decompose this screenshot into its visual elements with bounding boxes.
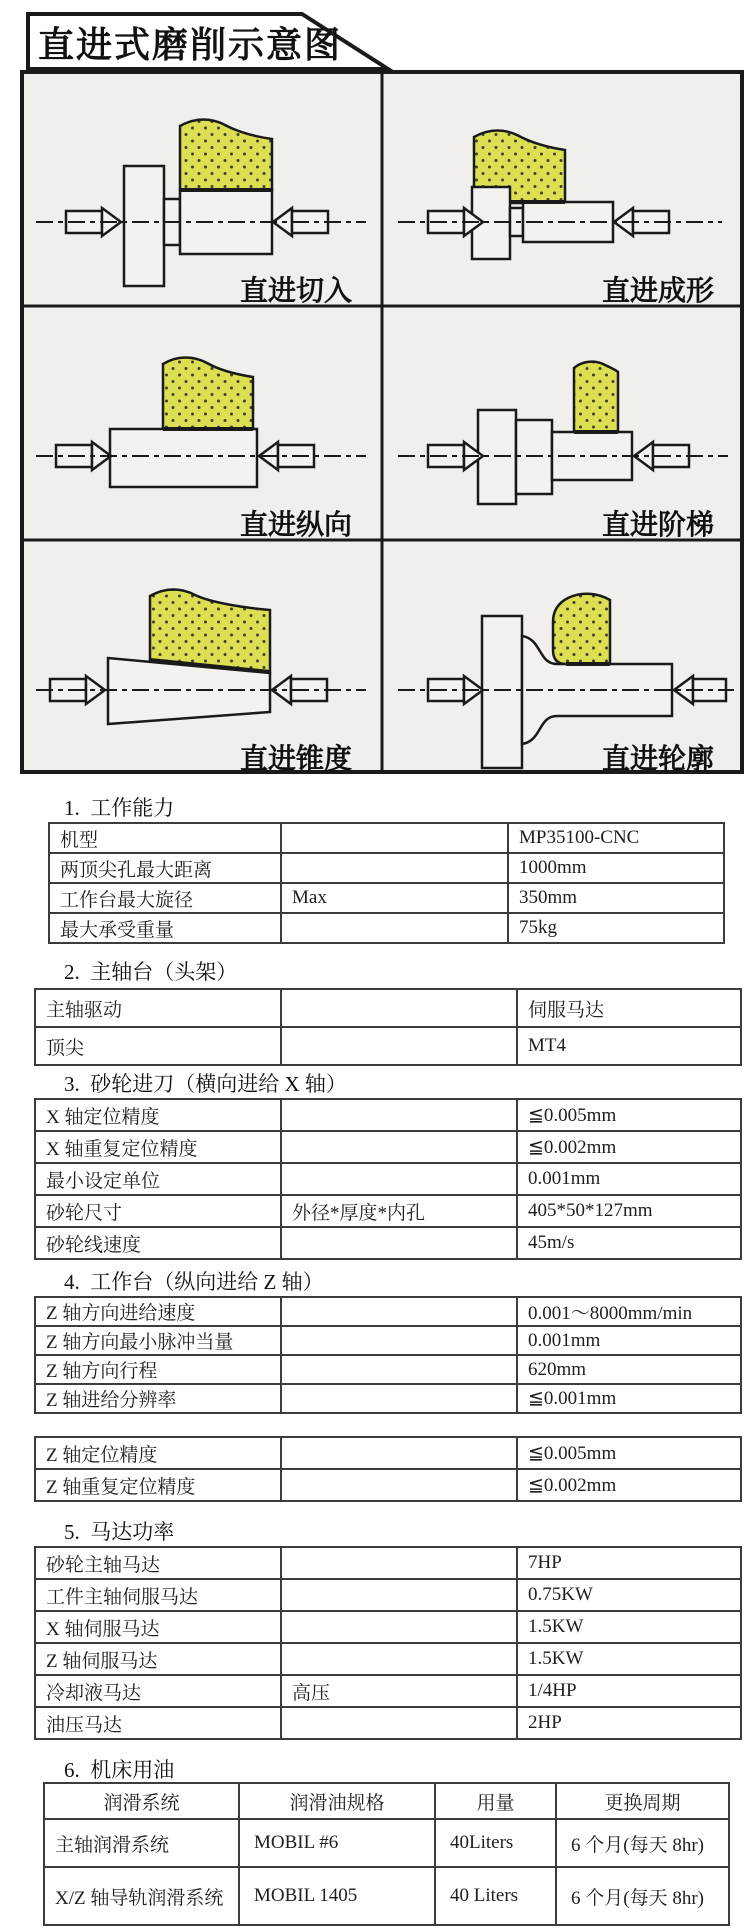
spec-cell: 405*50*127mm (517, 1195, 741, 1227)
spec-cell (281, 1027, 517, 1065)
table-row (44, 1819, 729, 1867)
spec-cell: 0.001mm (517, 1163, 741, 1195)
spec-cell: 45m/s (517, 1227, 741, 1259)
header-row (44, 1783, 729, 1819)
spec-cell: 0.001～8000mm/min (517, 1297, 741, 1326)
panel-label: 直进成形 (601, 275, 714, 306)
spec-cell: 6 个月(每天 8hr) (556, 1867, 729, 1925)
spec-cell: X 轴定位精度 (35, 1099, 281, 1131)
table-row (35, 1131, 741, 1163)
spec-cell: 7HP (517, 1547, 741, 1579)
table-row (49, 823, 724, 853)
table-row (35, 1326, 741, 1355)
spec-cell (281, 1643, 517, 1675)
spec-table-machine-oil (43, 1782, 730, 1926)
table-row (35, 1195, 741, 1227)
spec-cell: 高压 (281, 1675, 517, 1707)
spec-cell: X 轴伺服马达 (35, 1611, 281, 1643)
spec-cell: 工件主轴伺服马达 (35, 1579, 281, 1611)
section-heading-motor: 5. 马达功率 (64, 1520, 175, 1544)
spec-cell (281, 1326, 517, 1355)
table-row (49, 853, 724, 883)
spec-cell: 2HP (517, 1707, 741, 1739)
table-row (35, 1384, 741, 1413)
spec-cell: 砂轮线速度 (35, 1227, 281, 1259)
spec-cell: 40 Liters (435, 1867, 556, 1925)
table-row (49, 913, 724, 943)
spec-cell: Z 轴进给分辨率 (35, 1384, 281, 1413)
spec-cell: 0.75KW (517, 1579, 741, 1611)
spec-table-spindle (34, 988, 742, 1066)
spec-cell: Z 轴定位精度 (35, 1437, 281, 1469)
spec-cell: 主轴润滑系统 (44, 1819, 239, 1867)
spec-cell: 两顶尖孔最大距离 (49, 853, 281, 883)
spec-cell: Z 轴方向行程 (35, 1355, 281, 1384)
spec-cell: ≦0.002mm (517, 1131, 741, 1163)
spec-cell: X 轴重复定位精度 (35, 1131, 281, 1163)
spec-cell (281, 1707, 517, 1739)
spec-cell: Z 轴方向最小脉冲当量 (35, 1326, 281, 1355)
section-heading-oil: 6. 机床用油 (64, 1758, 175, 1782)
panel-label: 直进阶梯 (601, 509, 714, 540)
spec-cell: Z 轴方向进给速度 (35, 1297, 281, 1326)
spec-cell: ≦0.001mm (517, 1384, 741, 1413)
spec-cell: ≦0.005mm (517, 1437, 741, 1469)
spec-cell: 350mm (508, 883, 724, 913)
spec-cell (281, 913, 508, 943)
spec-cell: 1000mm (508, 853, 724, 883)
spec-cell (281, 1437, 517, 1469)
panel-label: 直进轮廓 (601, 743, 714, 774)
spec-cell (281, 1163, 517, 1195)
table-row (35, 1297, 741, 1326)
spec-cell: 工作台最大旋径 (49, 883, 281, 913)
table-row (35, 1547, 741, 1579)
workpiece (180, 190, 272, 254)
spec-cell (281, 1099, 517, 1131)
table-row (35, 1611, 741, 1643)
spec-cell (281, 1611, 517, 1643)
table-row (35, 1437, 741, 1469)
spec-cell: 油压马达 (35, 1707, 281, 1739)
title-banner (20, 10, 420, 74)
spec-cell (281, 1579, 517, 1611)
chuck (124, 166, 164, 286)
table-row (35, 1643, 741, 1675)
spec-cell: 40Liters (435, 1819, 556, 1867)
spec-cell: Max (281, 883, 508, 913)
spec-cell: 75kg (508, 913, 724, 943)
spec-cell: 1.5KW (517, 1611, 741, 1643)
spec-cell: MOBIL 1405 (239, 1867, 435, 1925)
spec-table-z-axis (34, 1296, 742, 1414)
spec-cell (281, 823, 508, 853)
section-heading-spindle: 2. 主轴台（头架） (64, 960, 238, 984)
spec-cell (281, 1227, 517, 1259)
spec-cell: 1/4HP (517, 1675, 741, 1707)
spec-cell (281, 1384, 517, 1413)
spec-cell: Z 轴重复定位精度 (35, 1469, 281, 1501)
spec-cell: 0.001mm (517, 1326, 741, 1355)
table-row (35, 1469, 741, 1501)
spec-cell: MOBIL #6 (239, 1819, 435, 1867)
spec-cell: 伺服马达 (517, 989, 741, 1027)
spec-table-capability (48, 822, 725, 944)
spec-table-x-axis (34, 1098, 742, 1260)
spec-cell: 冷却液马达 (35, 1675, 281, 1707)
column-header: 更换周期 (556, 1783, 729, 1819)
table-row (35, 1163, 741, 1195)
spec-cell: 机型 (49, 823, 281, 853)
spec-cell: Z 轴伺服马达 (35, 1643, 281, 1675)
spec-cell: 砂轮主轴马达 (35, 1547, 281, 1579)
grinding-wheel (553, 594, 610, 664)
spec-cell: 最小设定单位 (35, 1163, 281, 1195)
table-row (35, 1579, 741, 1611)
spec-table-motor-power (34, 1546, 742, 1740)
section-heading-capability: 1. 工作能力 (64, 796, 175, 820)
diagram-grid (20, 70, 744, 774)
spec-cell (281, 853, 508, 883)
spec-cell: 砂轮尺寸 (35, 1195, 281, 1227)
column-header: 润滑油规格 (239, 1783, 435, 1819)
spec-cell (281, 1469, 517, 1501)
panel-label: 直进切入 (239, 275, 352, 306)
section-heading-z-axis: 4. 工作台（纵向进给 Z 轴） (64, 1270, 324, 1294)
panel-label: 直进纵向 (239, 509, 352, 540)
spec-cell: MP35100-CNC (508, 823, 724, 853)
spec-cell: 1.5KW (517, 1643, 741, 1675)
spec-cell (281, 1355, 517, 1384)
grinding-wheel (574, 362, 618, 432)
workpiece (110, 429, 257, 487)
panel-label: 直进锥度 (239, 743, 352, 774)
spec-cell (281, 989, 517, 1027)
table-row (35, 1707, 741, 1739)
spec-cell (281, 1131, 517, 1163)
spec-table-z-precision (34, 1436, 742, 1502)
spec-cell: ≦0.002mm (517, 1469, 741, 1501)
spec-cell: 620mm (517, 1355, 741, 1384)
spec-cell: ≦0.005mm (517, 1099, 741, 1131)
spec-cell: X/Z 轴导轨润滑系统 (44, 1867, 239, 1925)
table-row (49, 883, 724, 913)
spec-cell: 外径*厚度*内孔 (281, 1195, 517, 1227)
section-heading-x-axis: 3. 砂轮进刀（横向进给 X 轴） (64, 1072, 347, 1096)
page-title: 直进式磨削示意图 (38, 24, 343, 65)
table-row (35, 989, 741, 1027)
spec-cell: MT4 (517, 1027, 741, 1065)
table-row (35, 1027, 741, 1065)
table-row (35, 1099, 741, 1131)
spec-cell: 最大承受重量 (49, 913, 281, 943)
grinding-diagram (20, 10, 744, 776)
spec-cell (281, 1547, 517, 1579)
spec-cell: 6 个月(每天 8hr) (556, 1819, 729, 1867)
spec-cell: 主轴驱动 (35, 989, 281, 1027)
table-row (35, 1355, 741, 1384)
column-header: 润滑系统 (44, 1783, 239, 1819)
table-row (35, 1675, 741, 1707)
spec-cell (281, 1297, 517, 1326)
spec-cell: 顶尖 (35, 1027, 281, 1065)
table-row (44, 1867, 729, 1925)
flange (482, 616, 522, 768)
column-header: 用量 (435, 1783, 556, 1819)
table-row (35, 1227, 741, 1259)
